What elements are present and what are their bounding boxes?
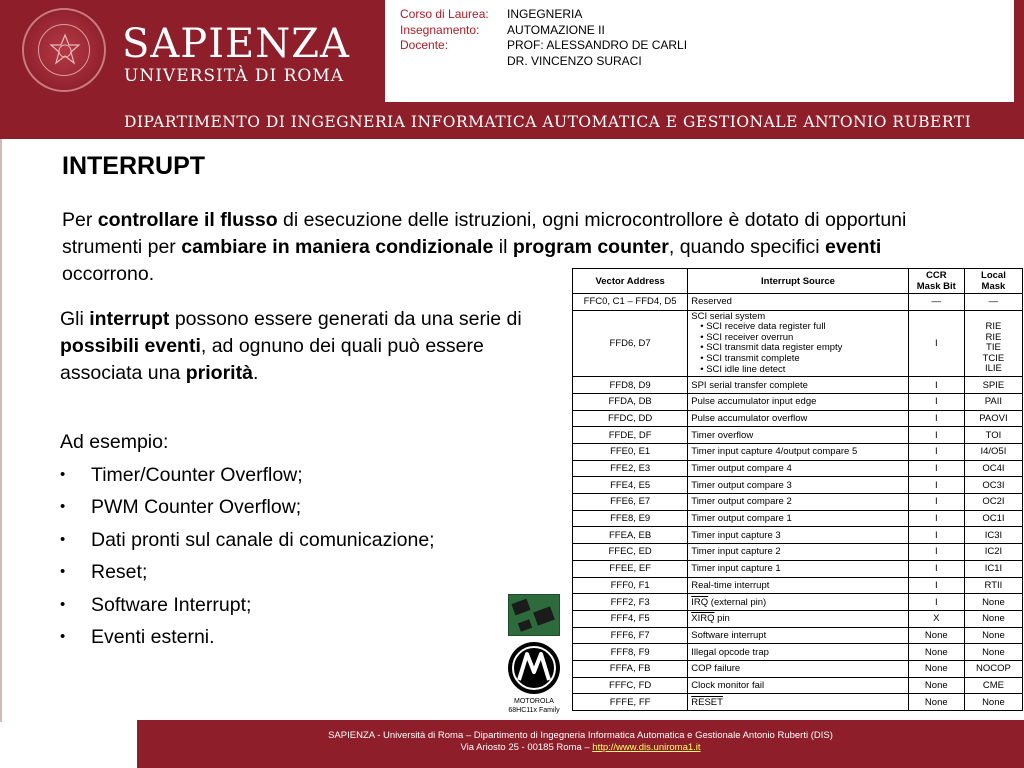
- text-run: , ad ognuno dei quali può essere associata una: [60, 335, 484, 384]
- cell-source: Software interrupt: [688, 627, 908, 644]
- table-row: [573, 544, 1023, 561]
- overlined-signal: $\overline{IRQ}$: [691, 596, 709, 608]
- table-row: [573, 460, 1023, 477]
- bold-run: controllare il flusso: [97, 209, 278, 231]
- cell-mask: OC1I: [964, 510, 1022, 527]
- chip-block: [518, 619, 532, 632]
- chip-block: [511, 599, 530, 616]
- table-row: [573, 477, 1023, 494]
- col-vector-address: Vector Address: [573, 269, 688, 294]
- cell-ccr: None: [908, 644, 964, 661]
- text-run: di esecuzione delle istruzioni, ogni microcontrollore è dotato di opportuni strumenti per: [62, 209, 907, 258]
- text-run: , quando specifici: [668, 236, 825, 258]
- brand-name: SAPIENZA: [122, 21, 350, 67]
- table-row: [573, 660, 1023, 677]
- course-label: Corso di Laurea:: [400, 7, 489, 21]
- brand-subtitle: UNIVERSITÀ DI ROMA: [124, 66, 345, 86]
- text-run: Per: [62, 209, 98, 231]
- motorola-logo-icon: [508, 642, 560, 694]
- cell-ccr: I: [908, 410, 964, 427]
- sci-mask: RIE: [985, 331, 1002, 343]
- list-item: • Software Interrupt;: [60, 589, 435, 622]
- sci-item: • SCI idle line detect: [700, 363, 786, 375]
- table-row: [573, 527, 1023, 544]
- table-row: [573, 494, 1023, 511]
- interrupt-vector-table: [572, 268, 1023, 711]
- motorola-m-icon: [508, 642, 560, 694]
- microcontroller-board-image: [508, 594, 560, 636]
- table-row: [573, 627, 1023, 644]
- cell-mask: OC2I: [964, 494, 1022, 511]
- cell-address: FFD6, D7: [573, 310, 688, 377]
- cell-address: FFFE, FF: [573, 694, 688, 711]
- cell-source: Pulse accumulator overflow: [688, 410, 908, 427]
- bold-run: priorità: [185, 362, 253, 384]
- course-info: [400, 7, 687, 69]
- cell-mask: IC1I: [964, 560, 1022, 577]
- overlined-signal: RESET: [691, 696, 723, 708]
- cell-mask: None: [964, 694, 1022, 711]
- course-label: Insegnamento:: [400, 22, 480, 37]
- left-edge-line: [0, 139, 2, 722]
- cell-address: FFEA, EB: [573, 527, 688, 544]
- seal-inner-ring: [38, 24, 90, 76]
- course-value: DR. VINCENZO SURACI: [507, 53, 642, 68]
- cell-source: Timer overflow: [688, 427, 908, 444]
- course-label: Docente:: [400, 38, 449, 52]
- cell-source: Timer input capture 2: [688, 544, 908, 561]
- list-item: • Timer/Counter Overflow;: [60, 459, 435, 492]
- course-row: [400, 38, 687, 54]
- table-row: [573, 294, 1023, 311]
- caption-line: 68HC11x Family: [508, 707, 560, 714]
- cell-mask: IC2I: [964, 544, 1022, 561]
- cell-ccr: I: [908, 393, 964, 410]
- table-row: [573, 644, 1023, 661]
- motorola-caption: [498, 697, 570, 715]
- cell-address: FFDE, DF: [573, 427, 688, 444]
- sci-title: SCI serial system: [691, 310, 766, 322]
- bold-run: possibili eventi: [60, 335, 201, 357]
- cell-ccr: I: [908, 560, 964, 577]
- cell-ccr: None: [908, 694, 964, 711]
- cell-source: Pulse accumulator input edge: [688, 393, 908, 410]
- interrupt-paragraph: [60, 306, 530, 387]
- table-row: [573, 577, 1023, 594]
- table-row: [573, 510, 1023, 527]
- col-ccr-mask-bit: CCR Mask Bit: [908, 269, 964, 294]
- bold-run: interrupt: [89, 308, 170, 330]
- cell-mask: [964, 310, 1022, 377]
- list-item: • Dati pronti sul canale di comunicazione;: [60, 524, 435, 557]
- course-row: [400, 54, 687, 70]
- cell-source: Real-time interrupt: [688, 577, 908, 594]
- text-run: (external pin): [708, 596, 767, 608]
- cell-address: FFEE, EF: [573, 560, 688, 577]
- bold-run: eventi: [824, 236, 882, 258]
- cell-ccr: I: [908, 494, 964, 511]
- cell-source: Timer output compare 1: [688, 510, 908, 527]
- table-row-xirq: [573, 610, 1023, 627]
- cell-address: FFE2, E3: [573, 460, 688, 477]
- table-row-sci: [573, 310, 1023, 377]
- cell-ccr: I: [908, 510, 964, 527]
- header-side-strip: [1014, 0, 1024, 102]
- course-value: AUTOMAZIONE II: [507, 22, 605, 37]
- table-row: [573, 444, 1023, 461]
- cell-address: FFFA, FB: [573, 660, 688, 677]
- sci-mask: TCIE: [982, 352, 1005, 364]
- footer-address: Via Ariosto 25 - 00185 Roma –: [460, 742, 593, 753]
- cell-ccr: I: [908, 577, 964, 594]
- cell-mask: None: [964, 644, 1022, 661]
- cell-source: [688, 310, 908, 377]
- cell-source: SPI serial transfer complete: [688, 377, 908, 394]
- cell-mask: PAOVI: [964, 410, 1022, 427]
- cell-address: FFF8, F9: [573, 644, 688, 661]
- footer-website-link[interactable]: http://www.dis.uniroma1.it: [592, 742, 701, 753]
- list-item: • PWM Counter Overflow;: [60, 491, 435, 524]
- cell-mask: None: [964, 627, 1022, 644]
- table-row-irq: [573, 594, 1023, 611]
- slide-title: INTERRUPT: [62, 152, 206, 180]
- cell-ccr: I: [908, 460, 964, 477]
- table-row: [573, 427, 1023, 444]
- cell-address: FFE6, E7: [573, 494, 688, 511]
- cell-mask: —: [964, 294, 1022, 311]
- footer-left-blank: [0, 722, 137, 768]
- cell-mask: PAII: [964, 393, 1022, 410]
- cell-mask: IC3I: [964, 527, 1022, 544]
- table-row: [573, 560, 1023, 577]
- cell-source: Timer input capture 3: [688, 527, 908, 544]
- cell-address: FFF0, F1: [573, 577, 688, 594]
- cell-source: Timer output compare 2: [688, 494, 908, 511]
- cell-mask: OC4I: [964, 460, 1022, 477]
- bold-run: program counter: [512, 236, 669, 258]
- cell-mask: OC3I: [964, 477, 1022, 494]
- footer: [137, 720, 1024, 768]
- cell-address: FFE8, E9: [573, 510, 688, 527]
- sci-item: • SCI receive data register full: [700, 321, 826, 333]
- cell-source: [688, 694, 908, 711]
- caption-line: MOTOROLA: [514, 698, 554, 705]
- cell-ccr: —: [908, 294, 964, 311]
- cell-source: Timer input capture 4/output compare 5: [688, 444, 908, 461]
- cell-address: FFF2, F3: [573, 594, 688, 611]
- table-header-row: [573, 269, 1023, 294]
- cell-address: FFDC, DD: [573, 410, 688, 427]
- table-row: [573, 393, 1023, 410]
- cell-mask: RTII: [964, 577, 1022, 594]
- cell-mask: I4/O5I: [964, 444, 1022, 461]
- table-row-reset: [573, 694, 1023, 711]
- text-run: .: [252, 362, 259, 384]
- cell-ccr: I: [908, 310, 964, 377]
- cell-ccr: I: [908, 427, 964, 444]
- sci-mask: ILIE: [984, 363, 1002, 375]
- cell-address: FFE0, E1: [573, 444, 688, 461]
- cell-mask: SPIE: [964, 377, 1022, 394]
- cell-ccr: None: [908, 660, 964, 677]
- example-section: [60, 426, 435, 654]
- cell-address: FFE4, E5: [573, 477, 688, 494]
- cell-ccr: I: [908, 594, 964, 611]
- course-value: PROF: ALESSANDRO DE CARLI: [507, 38, 688, 52]
- sci-item: • SCI receiver overrun: [700, 331, 794, 343]
- cell-ccr: None: [908, 677, 964, 694]
- cell-address: FFEC, ED: [573, 544, 688, 561]
- course-row: [400, 23, 687, 39]
- cell-mask: NOCOP: [964, 660, 1022, 677]
- text-run: possono essere generati da una serie di: [169, 308, 522, 330]
- col-local-mask: Local Mask: [964, 269, 1022, 294]
- list-item: • Reset;: [60, 556, 435, 589]
- table-row: [573, 377, 1023, 394]
- text-run: il: [493, 236, 513, 258]
- list-item: • Eventi esterni.: [60, 621, 435, 654]
- header-logo-band: [0, 0, 385, 102]
- cell-address: FFC0, C1 – FFD4, D5: [573, 294, 688, 311]
- table-row: [573, 410, 1023, 427]
- footer-line2: [137, 742, 1024, 754]
- cell-mask: CME: [964, 677, 1022, 694]
- table-row: [573, 677, 1023, 694]
- cell-ccr: I: [908, 477, 964, 494]
- example-list: [60, 459, 435, 654]
- cell-source: Illegal opcode trap: [688, 644, 908, 661]
- cell-source: Clock monitor fail: [688, 677, 908, 694]
- cell-address: FFF4, F5: [573, 610, 688, 627]
- seal-emblem-icon: [39, 25, 91, 77]
- cell-address: FFDA, DB: [573, 393, 688, 410]
- cell-ccr: None: [908, 627, 964, 644]
- cell-ccr: I: [908, 527, 964, 544]
- sci-item: • SCI transmit data register empty: [700, 342, 843, 354]
- text-run: pin: [714, 613, 730, 625]
- cell-address: FFD8, D9: [573, 377, 688, 394]
- col-interrupt-source: Interrupt Source: [688, 269, 908, 294]
- footer-line1: SAPIENZA - Università di Roma – Dipartimento di Ingegneria Informatica Automatica e Gestionale Antonio Ruberti (DIS): [328, 730, 833, 741]
- cell-source: Timer input capture 1: [688, 560, 908, 577]
- text-run: Gli: [60, 308, 90, 330]
- course-row: [400, 7, 687, 23]
- cell-source: Timer output compare 3: [688, 477, 908, 494]
- example-title: Ad esempio:: [60, 431, 169, 453]
- cell-source: COP failure: [688, 660, 908, 677]
- cell-ccr: I: [908, 377, 964, 394]
- course-label: [400, 54, 507, 70]
- text-run: occorrono.: [62, 263, 155, 285]
- overlined-signal: XIRQ: [691, 613, 715, 625]
- cell-ccr: X: [908, 610, 964, 627]
- cell-address: FFFC, FD: [573, 677, 688, 694]
- sci-item: • SCI transmit complete: [700, 353, 800, 365]
- cell-address: FFF6, F7: [573, 627, 688, 644]
- cell-source: Reserved: [688, 294, 908, 311]
- chip-block: [533, 606, 555, 625]
- cell-source: [688, 594, 908, 611]
- cell-source: Timer output compare 4: [688, 460, 908, 477]
- university-seal-icon: [22, 8, 106, 92]
- cell-source: [688, 610, 908, 627]
- department-banner: DIPARTIMENTO DI INGEGNERIA INFORMATICA AUTOMATICA E GESTIONALE ANTONIO RUBERTI: [0, 102, 1024, 139]
- cell-mask: None: [964, 594, 1022, 611]
- course-value: INGEGNERIA: [507, 7, 583, 21]
- cell-ccr: I: [908, 544, 964, 561]
- sci-mask: RIE: [985, 320, 1002, 332]
- cell-mask: TOI: [964, 427, 1022, 444]
- bold-run: cambiare in maniera condizionale: [181, 236, 494, 258]
- cell-ccr: I: [908, 444, 964, 461]
- cell-mask: None: [964, 610, 1022, 627]
- sci-mask: TIE: [986, 342, 1001, 354]
